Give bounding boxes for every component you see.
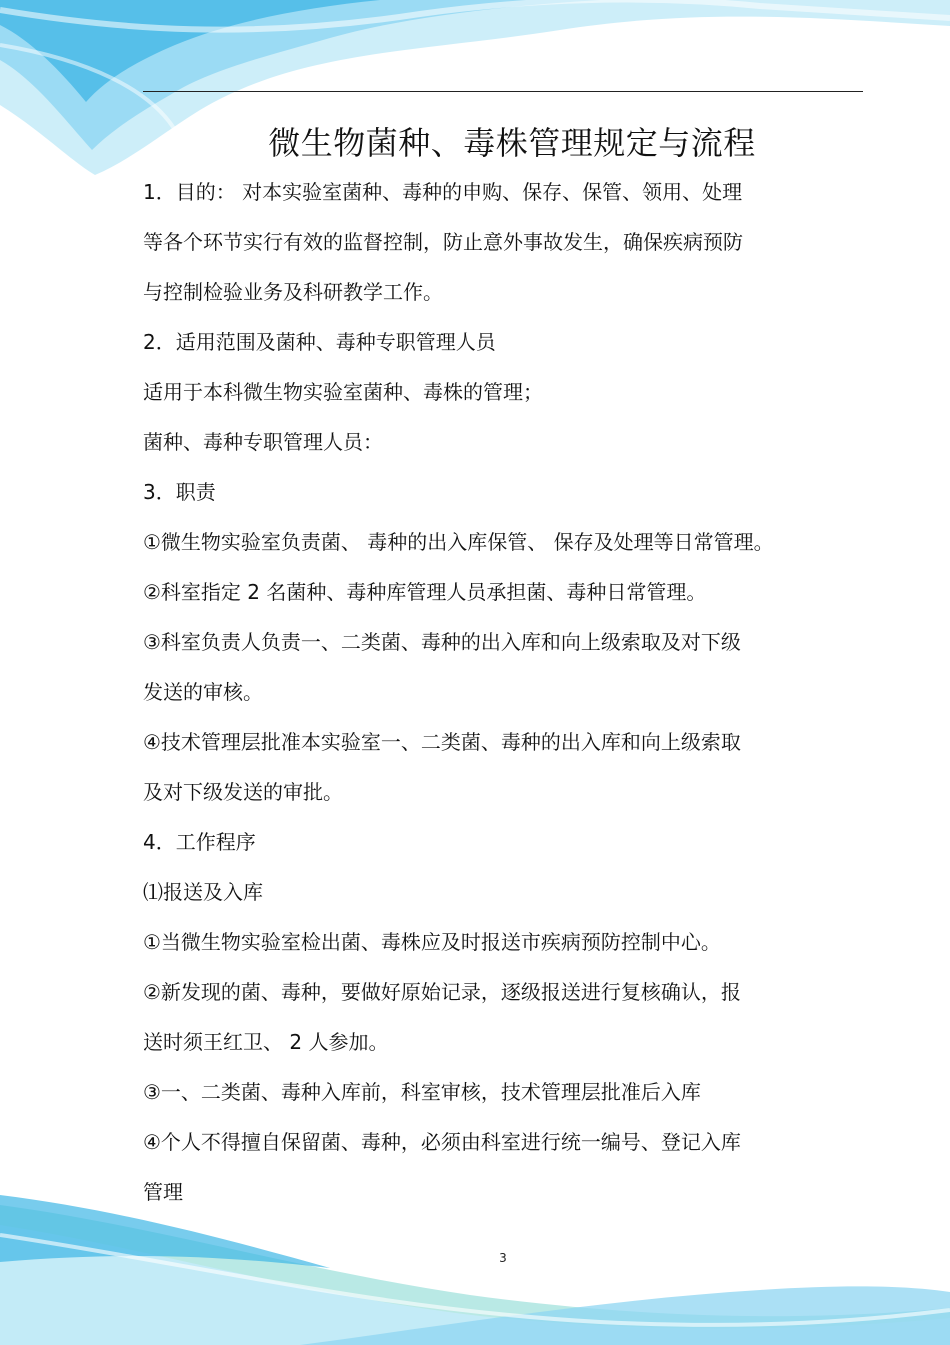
text-line: 菌种、毒种专职管理人员： [143, 430, 383, 454]
document-title: 微生物菌种、毒株管理规定与流程 [268, 124, 756, 162]
text-line: ①当微生物实验室检出菌、毒株应及时报送市疾病预防控制中心。 [143, 930, 721, 954]
header-rule [143, 91, 863, 92]
text-line: 3．职责 [143, 480, 216, 504]
document-body [143, 167, 863, 1217]
text-line: 管理 [143, 1180, 183, 1204]
text-line: 2．适用范围及菌种、毒种专职管理人员 [143, 330, 496, 354]
text-line: ④技术管理层批准本实验室一、二类菌、毒种的出入库和向上级索取 [143, 730, 741, 754]
text-line: 与控制检验业务及科研教学工作。 [143, 280, 443, 304]
page-number: 3 [499, 1251, 507, 1265]
text-line: 送时须王红卫、 2 人参加。 [143, 1030, 389, 1054]
text-line: ②新发现的菌、毒种，要做好原始记录，逐级报送进行复核确认，报 [143, 980, 741, 1004]
text-line: ④个人不得擅自保留菌、毒种，必须由科室进行统一编号、登记入库 [143, 1130, 741, 1154]
text-line: ⑴报送及入库 [143, 880, 263, 904]
text-line: 1．目的： 对本实验室菌种、毒种的申购、保存、保管、领用、处理 [143, 180, 743, 204]
text-line: 等各个环节实行有效的监督控制，防止意外事故发生，确保疾病预防 [143, 230, 743, 254]
text-line: 适用于本科微生物实验室菌种、毒株的管理； [143, 380, 543, 404]
text-line: 及对下级发送的审批。 [143, 780, 343, 804]
text-line: ③一、二类菌、毒种入库前，科室审核，技术管理层批准后入库 [143, 1080, 701, 1104]
text-line: 发送的审核。 [143, 680, 263, 704]
text-line: 4．工作程序 [143, 830, 256, 854]
text-line: ③科室负责人负责一、二类菌、毒种的出入库和向上级索取及对下级 [143, 630, 741, 654]
text-line: ①微生物实验室负责菌、 毒种的出入库保管、 保存及处理等日常管理。 [143, 530, 774, 554]
text-line: ②科室指定 2 名菌种、毒种库管理人员承担菌、毒种日常管理。 [143, 580, 707, 604]
